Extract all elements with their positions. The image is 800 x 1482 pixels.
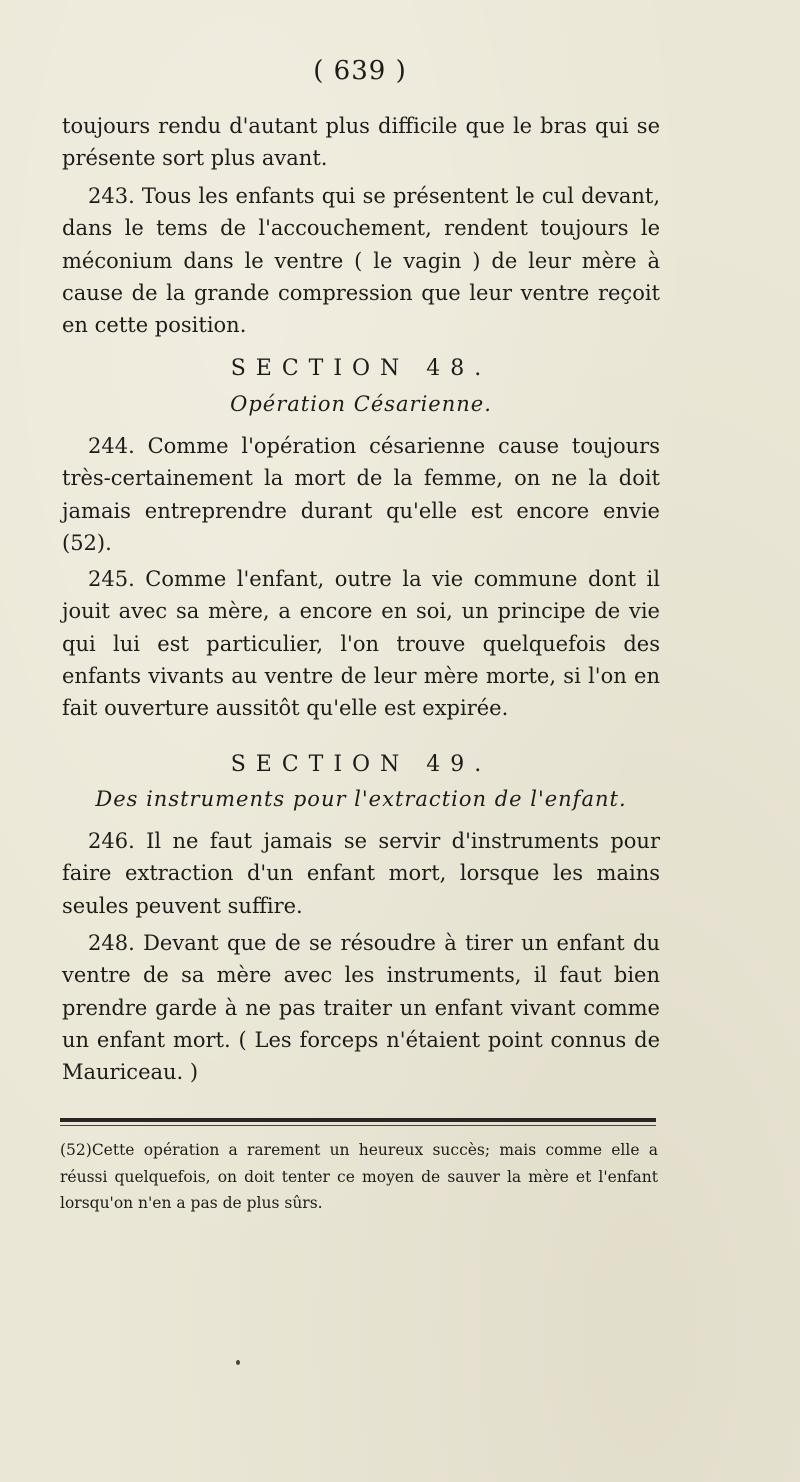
section-49-title: Des instruments pour l'extraction de l'enfant. (95, 787, 627, 811)
section-48-title: Opération Césarienne. (230, 392, 492, 416)
paragraph-243: 243. Tous les enfants qui se présentent le cul devant, dans le tems de l'accouchement, rendent toujours le méconium dans le ventre ( le vagin ) de leur mère à cause de la grande compression que leur ventre reçoit en cette position. (62, 184, 660, 338)
footnote-rule (60, 1118, 656, 1122)
paragraph-244: 244. Comme l'opération césarienne cause toujours très-certainement la mort de la femme, on ne la doit jamais entreprendre durant qu'elle est encore envie (52). (62, 434, 660, 555)
footnote-52 (60, 1137, 658, 1217)
section-49-heading: SECTION 49. (230, 752, 492, 777)
ink-spot (236, 1360, 240, 1365)
paragraph-245: 245. Comme l'enfant, outre la vie commune dont il jouit avec sa mère, a encore en soi, un principe de vie qui lui est particulier, l'on trouve quelquefois des enfants vivants au ventre de leur mère morte, si l'on en fait ouverture aussitôt qu'elle est expirée. (62, 567, 660, 721)
page-number: ( 639 ) (313, 56, 407, 86)
footnote-rule-thin (60, 1125, 656, 1126)
paragraph-248: 248. Devant que de se résoudre à tirer un enfant du ventre de sa mère avec les instruments, il faut bien prendre garde à ne pas traiter un enfant vivant comme un enfant mort. ( Les forceps n'étaient point connus de Mauriceau. ) (62, 931, 660, 1085)
paragraph-246: 246. Il ne faut jamais se servir d'instruments pour faire extraction d'un enfant mort, lorsque les mains seules peuvent suffire. (62, 829, 660, 918)
section-48-heading: SECTION 48. (230, 356, 492, 381)
paragraph-continuation: toujours rendu d'autant plus difficile que le bras qui se présente sort plus avant. (62, 114, 660, 171)
footnote-text: (52)Cette opération a rarement un heureux succès; mais comme elle a réussi quelquefois, on doit tenter ce moyen de sauver la mère et l'enfant lorsqu'on n'en a pas de plus sûrs. (60, 1141, 658, 1212)
